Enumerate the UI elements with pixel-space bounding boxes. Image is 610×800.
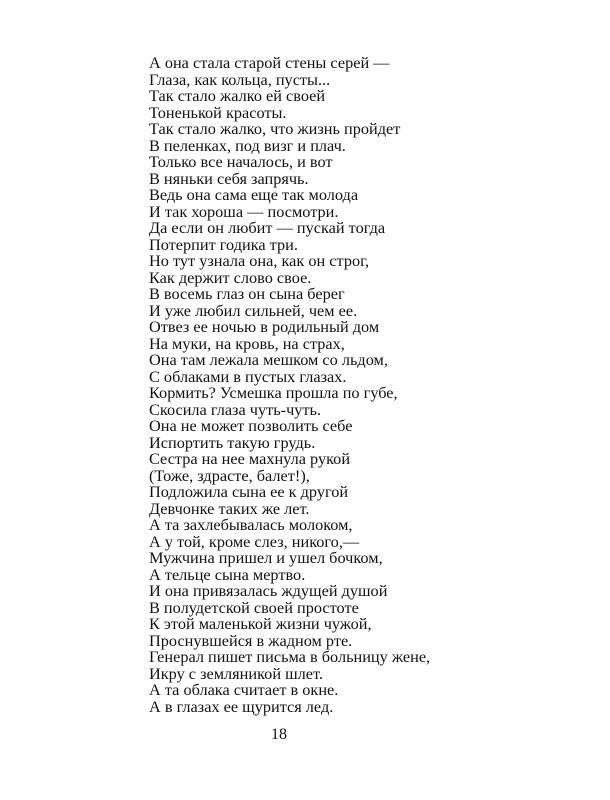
poem-line: Да если он любит — пускай тогда bbox=[149, 218, 386, 237]
poem-line: Отвез ее ночью в родильный дом bbox=[149, 317, 380, 336]
page-number: 18 bbox=[271, 726, 287, 743]
poem-line: Только все началось, и вот bbox=[149, 152, 333, 171]
poem-line: Икру с земляникой шлет. bbox=[149, 663, 323, 683]
poem-line: Подложила сына ее к другой bbox=[149, 482, 349, 501]
poem-line: Ведь она сама еще так молода bbox=[149, 185, 359, 204]
poem-line: Проснувшейся в жадном рте. bbox=[149, 630, 353, 650]
poem-line: Потерпит годика три. bbox=[149, 234, 298, 254]
poem-line: (Тоже, здрасте, балет!), bbox=[149, 465, 310, 485]
poem-line: Глаза, как кольца, пусты... bbox=[149, 69, 331, 89]
poem-line: Испортить такую грудь. bbox=[149, 432, 316, 452]
poem-line: К этой маленькой жизни чужой, bbox=[149, 614, 372, 633]
poem-line: В полудетской своей простоте bbox=[149, 597, 359, 617]
poem-line: Она не может позволить себе bbox=[149, 416, 353, 435]
poem-text bbox=[149, 55, 589, 715]
poem-line: Генерал пишет письма в больницу жене, bbox=[149, 647, 431, 666]
poem-line: Сестра на нее махнула рукой bbox=[149, 449, 351, 468]
poem-line: А она стала старой стены серей — bbox=[149, 53, 390, 72]
poem-line: И она привязалась ждущей душой bbox=[149, 581, 388, 600]
poem-line: Она там лежала мешком со льдом, bbox=[149, 350, 388, 369]
poem-line: И так хороша — посмотри. bbox=[149, 201, 339, 221]
poem-line: В няньки себя запрячь. bbox=[149, 168, 309, 188]
poem-line: Тоненькой красоты. bbox=[149, 102, 287, 122]
poem-line: Так стало жалко ей своей bbox=[149, 86, 326, 105]
poem-line: Но тут узнала она, как он строг, bbox=[149, 251, 370, 270]
poem-line: А та облака считает в окне. bbox=[149, 680, 339, 699]
poem-line: В восемь глаз он сына берег bbox=[149, 284, 345, 303]
poem-line: Так стало жалко, что жизнь пройдет bbox=[149, 119, 401, 138]
poem-line: С облаками в пустых глазах. bbox=[149, 366, 347, 386]
poem-line: В пеленках, под визг и плач. bbox=[149, 135, 346, 155]
poem-line: Как держит слово свое. bbox=[149, 267, 312, 287]
poem-line: А у той, кроме слез, никого,— bbox=[149, 531, 360, 551]
poem-line: Мужчина пришел и ушел бочком, bbox=[149, 548, 383, 567]
poem-line: Скосила глаза чуть-чуть. bbox=[149, 399, 322, 419]
poem-line: А тельце сына мертво. bbox=[149, 564, 306, 584]
poem-line: Девчонке таких же лет. bbox=[149, 498, 310, 518]
poem-line: На муки, на кровь, на страх, bbox=[149, 333, 345, 353]
poem-line: А та захлебывалась молоком, bbox=[149, 515, 353, 534]
poem-line: Кормить? Усмешка прошла по губе, bbox=[149, 383, 398, 402]
poem-line: И уже любил сильней, чем ее. bbox=[149, 300, 358, 320]
poem-line: А в глазах ее щурится лед. bbox=[149, 696, 334, 716]
